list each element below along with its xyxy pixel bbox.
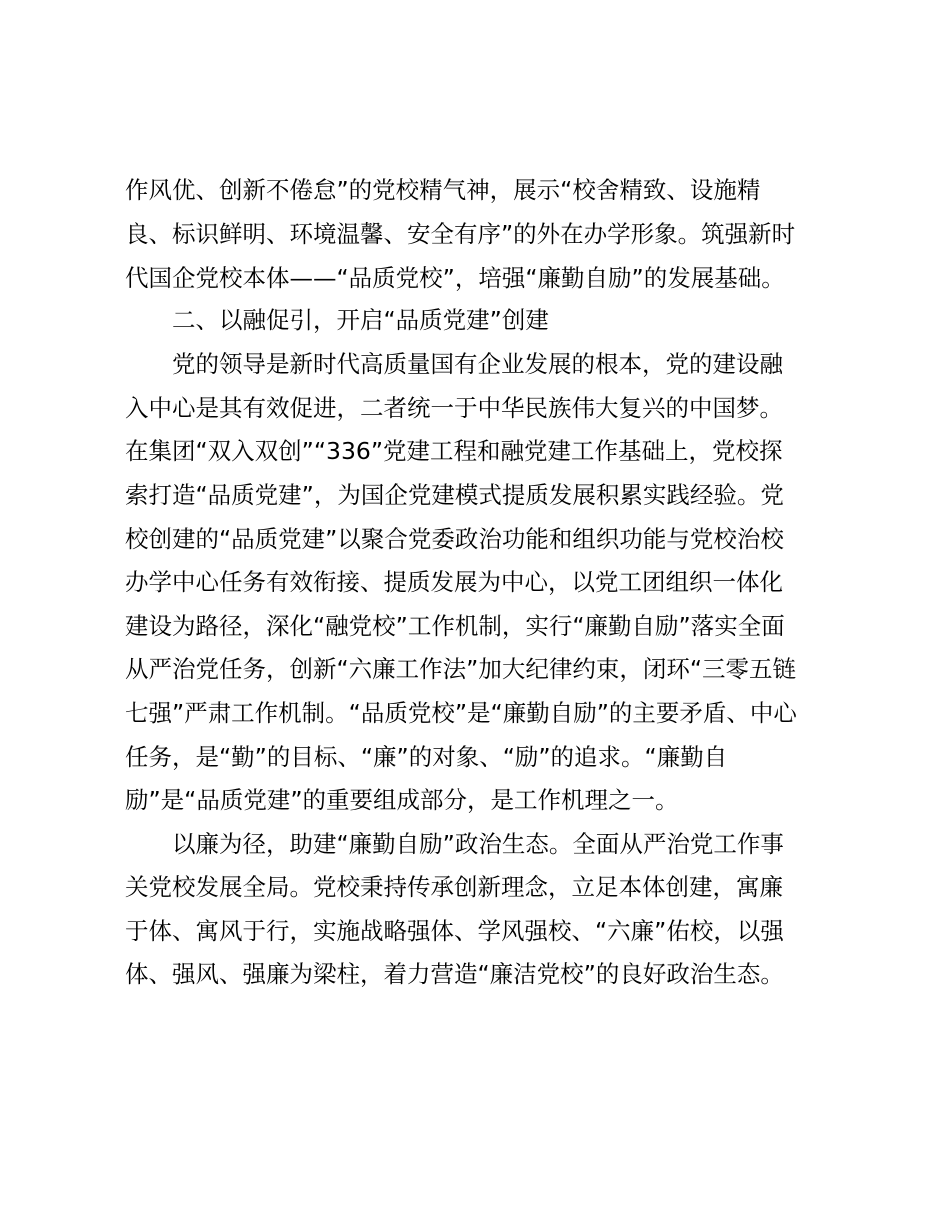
paragraph-line: 励”是“品质党建”的重要组成部分，是工作机理之一。 xyxy=(125,786,679,814)
paragraph-line: 于体、寓风于行，实施战略强体、学风强校、“六廉”佑校，以强 xyxy=(125,917,784,945)
paragraph-line: 代国企党校本体——“品质党校”，培强“廉勤自励”的发展基础。 xyxy=(125,264,785,292)
paragraph-line: 党的领导是新时代高质量国有企业发展的根本，党的建设融 xyxy=(172,350,783,378)
paragraph-line: 关党校发展全局。党校秉持传承创新理念，立足本体创建，寓廉 xyxy=(125,873,783,901)
paragraph-line: 办学中心任务有效衔接、提质发展为中心，以党工团组织一体化 xyxy=(125,568,783,596)
paragraph-line: 良、标识鲜明、环境温馨、安全有序”的外在办学形象。筑强新时 xyxy=(125,220,796,248)
paragraph-line: 索打造“品质党建”，为国企党建模式提质发展积累实践经验。党 xyxy=(125,481,784,509)
paragraph-line: 任务，是“勤”的目标、“廉”的对象、“励”的追求。“廉勤自 xyxy=(125,743,728,771)
paragraph-line: 以廉为径，助建“廉勤自励”政治生态。全面从严治党工作事 xyxy=(172,830,784,858)
paragraph-line: 在集团“双入双创”“336”党建工程和融党建工作基础上，党校探 xyxy=(125,437,783,465)
section-heading: 二、以融促引，开启“品质党建”创建 xyxy=(172,306,549,334)
paragraph-line: 从严治党任务，创新“六廉工作法”加大纪律约束，闭环“三零五链 xyxy=(125,655,797,683)
paragraph-line: 建设为路径，深化“融党校”工作机制，实行“廉勤自励”落实全面 xyxy=(125,612,785,640)
paragraph-line: 七强”严肃工作机制。“品质党校”是“廉勤自励”的主要矛盾、中心 xyxy=(125,699,797,727)
paragraph-line: 作风优、创新不倦怠”的党校精气神，展示“校舍精致、设施精 xyxy=(125,176,761,204)
paragraph-line: 入中心是其有效促进，二者统一于中华民族伟大复兴的中国梦。 xyxy=(125,394,783,422)
paragraph-line: 校创建的“品质党建”以聚合党委政治功能和组织功能与党校治校 xyxy=(125,525,784,553)
paragraph-line: 体、强风、强廉为梁柱，着力营造“廉洁党校”的良好政治生态。 xyxy=(125,960,784,988)
